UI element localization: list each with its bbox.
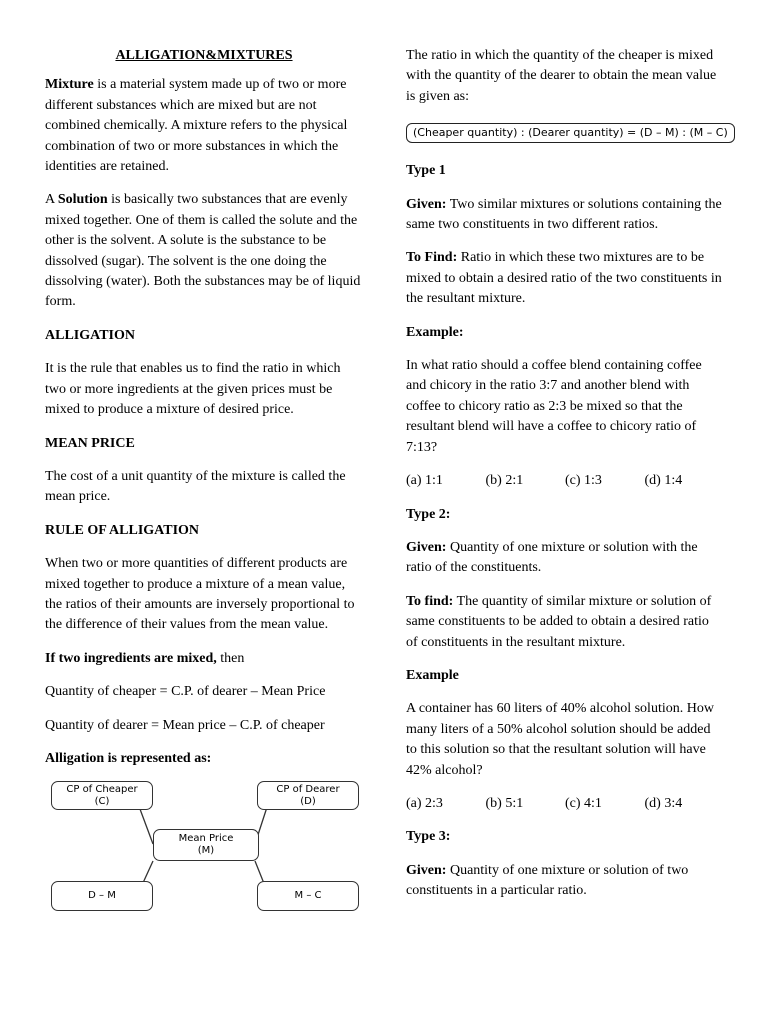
example2-option-d: (d) 3:4 [644,795,683,811]
m-minus-c-label: M – C [294,890,322,902]
example2-option-a: (a) 2:3 [406,795,443,811]
qty-dearer-formula: Quantity of dearer = Mean price – C.P. of cheaper [45,717,325,733]
type2-find-label: To find: [406,593,454,609]
alligation-diagram [45,775,363,925]
type3-given-label: Given: [406,862,447,878]
cp-dearer-box [257,781,359,810]
type1-find-text: Ratio in which these two mixtures are to be mixed to obtain a desired ratio of the two constituents in the resultant mixture. [406,250,722,307]
mixture-paragraph [45,75,363,177]
two-ingredients-rest: then [216,650,245,666]
alligation-heading: ALLIGATION [45,327,135,343]
mixture-term: Mixture [45,77,94,93]
example2-options [406,794,724,814]
type1-find-label: To Find: [406,250,458,266]
type2-given [406,538,724,579]
cp-cheaper-label: CP of Cheaper [66,783,138,795]
rule-heading: RULE OF ALLIGATION [45,522,200,538]
two-ingredients-bold: If two ingredients are mixed, [45,650,217,666]
example2-option-b: (b) 5:1 [485,795,524,811]
example1-option-a: (a) 1:1 [406,473,443,489]
example1-option-b: (b) 2:1 [485,473,524,489]
alligation-paragraph: It is the rule that enables us to find the ratio in which two or more ingredients at the given prices must be mixed to produce a mixture of desired price. [45,361,341,418]
cp-cheaper-symbol: (C) [94,795,110,807]
mixture-text: is a material system made up of two or more different substances which are mixed but are not combined chemically. A mixture refers to the physical combination of two or more substances in which the identities are retained. [45,77,348,175]
example2-option-c: (c) 4:1 [565,795,602,811]
example2-heading: Example [406,667,459,683]
type3-given [406,861,724,902]
example1-question: In what ratio should a coffee blend containing coffee and chicory in the ratio 3:7 and another blend with coffee to chicory ratio as 2:3 be mixed so that the resultant blend will have a coffee to chicory ratio of 7:13? [406,358,702,455]
d-minus-m-label: D – M [88,890,116,902]
type1-given-label: Given: [406,196,447,212]
cp-cheaper-box [51,781,153,810]
two-ingredients-line [45,649,363,669]
qty-cheaper-formula: Quantity of cheaper = C.P. of dearer – Mean Price [45,684,326,700]
d-minus-m-box [51,881,153,911]
type2-find [406,592,724,653]
ratio-intro: The ratio in which the quantity of the cheaper is mixed with the quantity of the dearer to obtain the mean value is given as: [406,48,717,104]
solution-paragraph [45,190,363,312]
type2-given-text: Quantity of one mixture or solution with the ratio of the constituents. [406,539,698,576]
type2-heading: Type 2: [406,506,451,522]
mean-price-heading: MEAN PRICE [45,435,135,451]
type1-given-text: Two similar mixtures or solutions containing the same two constituents in two different ratios. [406,196,722,233]
ratio-formula-box: (Cheaper quantity) : (Dearer quantity) = (D – M) : (M – C) [406,123,735,143]
type2-find-text: The quantity of similar mixture or solution of same constituents to be added to obtain a desired ratio of constituents in the resultant mixture. [406,593,712,650]
rule-paragraph: When two or more quantities of different products are mixed together to produce a mixture of a mean value, the ratios of their amounts are inversely proportional to the difference of their values from the mean value. [45,556,355,633]
example1-heading: Example: [406,324,464,340]
document-title: ALLIGATION&MIXTURES [115,48,293,63]
mean-price-box [153,829,259,861]
right-column [406,46,728,915]
left-column [45,46,363,925]
type3-heading: Type 3: [406,829,451,845]
mean-price-label: Mean Price [178,833,234,845]
type1-heading: Type 1 [406,163,446,179]
solution-term: Solution [57,192,108,208]
example2-question: A container has 60 liters of 40% alcohol solution. How many liters of a 50% alcohol solution should be added to this solution so that the resultant solution will have 42% alcohol? [406,701,714,778]
cp-dearer-label: CP of Dearer [276,783,340,795]
type1-given [406,195,724,236]
cp-dearer-symbol: (D) [300,795,316,807]
type2-given-label: Given: [406,539,447,555]
example1-option-d: (d) 1:4 [644,473,683,489]
represented-heading: Alligation is represented as: [45,750,212,766]
example1-option-c: (c) 1:3 [565,473,602,489]
mean-price-symbol: (M) [197,845,215,857]
type1-find [406,248,724,309]
solution-prefix: A [45,192,58,208]
mean-price-paragraph: The cost of a unit quantity of the mixture is called the mean price. [45,468,346,505]
example1-options [406,471,724,491]
solution-text: is basically two substances that are evenly mixed together. One of them is called the solute and the other is the solvent. A solute is the substance to be dissolved (sugar). The solvent is the one doing the dissolving (water). Both the substances may be of liquid form. [45,192,361,310]
type3-given-text: Quantity of one mixture or solution of two constituents in a particular ratio. [406,862,689,899]
m-minus-c-box [257,881,359,911]
